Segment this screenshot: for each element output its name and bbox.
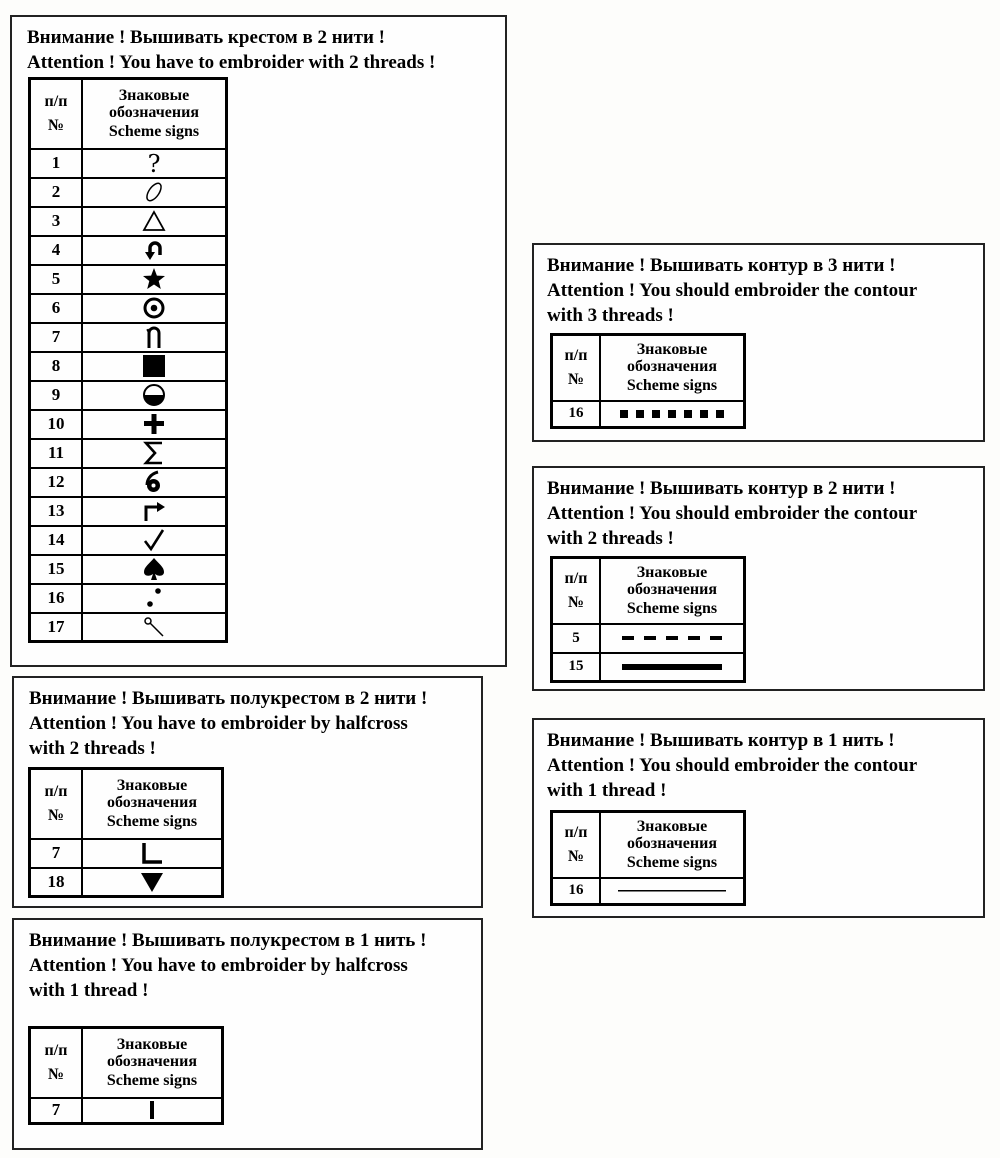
table-row xyxy=(30,178,227,207)
sign-header xyxy=(82,769,223,839)
legend-table xyxy=(550,810,746,906)
legend-table xyxy=(28,767,224,898)
header-pp: п/п xyxy=(564,346,588,364)
row-number: 6 xyxy=(30,294,83,323)
cross-2-threads-box xyxy=(10,15,507,667)
question-mark-icon xyxy=(82,149,227,178)
number-header xyxy=(552,335,601,401)
header-pp: п/п xyxy=(44,1041,68,1059)
title-en: Attention ! You have to embroider with 2 threads ! xyxy=(27,52,436,73)
header-ru2: обозначения xyxy=(106,794,197,812)
header-ru1: Знаковые xyxy=(116,777,188,795)
header-en: Scheme signs xyxy=(626,600,718,618)
header-en: Scheme signs xyxy=(626,854,718,872)
header-no: № xyxy=(567,370,585,388)
table-row xyxy=(30,497,227,526)
table-row xyxy=(30,323,227,352)
thin-line-icon xyxy=(600,878,745,905)
header-ru2: обозначения xyxy=(108,104,199,122)
sign-header xyxy=(82,1028,223,1098)
corner-arrow-icon xyxy=(82,497,227,526)
row-number: 15 xyxy=(30,555,83,584)
table-row xyxy=(30,868,223,897)
header-pp: п/п xyxy=(44,92,68,110)
sign-header xyxy=(600,335,745,401)
header-no: № xyxy=(47,806,65,824)
row-number: 9 xyxy=(30,381,83,410)
title-ru: Внимание ! Вышивать контур в 2 нити ! xyxy=(547,478,896,499)
row-number: 8 xyxy=(30,352,83,381)
star-icon xyxy=(82,265,227,294)
sign-header xyxy=(600,558,745,624)
box-title xyxy=(12,17,505,75)
table-row xyxy=(30,555,227,584)
title-ru: Внимание ! Вышивать полукрестом в 1 нить ! xyxy=(29,930,427,951)
header-no: № xyxy=(47,1065,65,1083)
table-header xyxy=(552,812,745,878)
number-header xyxy=(552,558,601,624)
legend-table xyxy=(28,77,228,643)
table-row xyxy=(30,352,227,381)
header-ru2: обозначения xyxy=(106,1053,197,1071)
header-en: Scheme signs xyxy=(106,1072,198,1090)
table-row xyxy=(30,468,227,497)
header-ru1: Знаковые xyxy=(636,564,708,582)
table-row xyxy=(552,878,745,905)
contour-1-thread-box xyxy=(532,718,985,918)
row-number: 4 xyxy=(30,236,83,265)
half-cross-corner-icon xyxy=(82,839,223,868)
triangle-outline-icon xyxy=(82,207,227,236)
check-icon xyxy=(82,526,227,555)
header-no: № xyxy=(567,593,585,611)
header-pp: п/п xyxy=(564,823,588,841)
table-header xyxy=(30,769,223,839)
title-en: Attention ! You have to embroider by halfcross xyxy=(29,713,408,734)
table-row xyxy=(552,624,745,653)
header-ru1: Знаковые xyxy=(636,341,708,359)
header-ru2: обозначения xyxy=(626,581,717,599)
table-row xyxy=(30,584,227,613)
halfcross-1-thread-box xyxy=(12,918,483,1150)
table-header xyxy=(30,79,227,149)
six-icon xyxy=(82,468,227,497)
row-number: 7 xyxy=(30,1098,83,1124)
row-number: 16 xyxy=(552,401,601,428)
number-header xyxy=(30,79,83,149)
row-number: 17 xyxy=(30,613,83,642)
filled-square-icon xyxy=(82,352,227,381)
header-ru2: обозначения xyxy=(626,835,717,853)
sigma-icon xyxy=(82,439,227,468)
sign-header xyxy=(82,79,227,149)
legend-table xyxy=(550,333,746,429)
table-row xyxy=(30,381,227,410)
title-en: Attention ! You should embroider the contour xyxy=(547,280,918,301)
title-en: Attention ! You should embroider the contour xyxy=(547,503,918,524)
header-en: Scheme signs xyxy=(106,813,198,831)
title-en-2: with 2 threads ! xyxy=(547,528,674,549)
header-ru1: Знаковые xyxy=(118,87,190,105)
table-row xyxy=(30,265,227,294)
table-header xyxy=(30,1028,223,1098)
contour-2-threads-box xyxy=(532,466,985,691)
pin-icon xyxy=(82,613,227,642)
table-row xyxy=(30,839,223,868)
title-en-2: with 1 thread ! xyxy=(547,780,667,801)
svg-text:?: ? xyxy=(147,151,161,175)
row-number: 12 xyxy=(30,468,83,497)
header-ru2: обозначения xyxy=(626,358,717,376)
row-number: 3 xyxy=(30,207,83,236)
box-title xyxy=(534,720,983,803)
table-header xyxy=(552,335,745,401)
dots-icon xyxy=(82,584,227,613)
table-row xyxy=(30,613,227,642)
contour-3-threads-box xyxy=(532,243,985,442)
row-number: 11 xyxy=(30,439,83,468)
halfcross-2-threads-box xyxy=(12,676,483,908)
legend-table xyxy=(28,1026,224,1125)
table-row xyxy=(30,236,227,265)
header-ru1: Знаковые xyxy=(116,1036,188,1054)
table-header xyxy=(552,558,745,624)
plus-icon xyxy=(82,410,227,439)
oval-icon xyxy=(82,178,227,207)
table-row xyxy=(30,439,227,468)
box-title xyxy=(14,920,481,1003)
header-no: № xyxy=(567,847,585,865)
header-ru1: Знаковые xyxy=(636,818,708,836)
title-en-2: with 1 thread ! xyxy=(29,980,149,1001)
row-number: 7 xyxy=(30,839,83,868)
row-number: 15 xyxy=(552,653,601,682)
box-title xyxy=(534,245,983,328)
title-ru: Внимание ! Вышивать крестом в 2 нити ! xyxy=(27,27,385,48)
header-pp: п/п xyxy=(44,782,68,800)
row-number: 7 xyxy=(30,323,83,352)
title-en: Attention ! You should embroider the contour xyxy=(547,755,918,776)
row-number: 5 xyxy=(552,624,601,653)
eta-icon xyxy=(82,323,227,352)
table-row xyxy=(30,149,227,178)
table-row xyxy=(552,401,745,428)
row-number: 16 xyxy=(30,584,83,613)
number-header xyxy=(30,1028,83,1098)
u-turn-arrow-icon xyxy=(82,236,227,265)
table-row xyxy=(30,207,227,236)
row-number: 16 xyxy=(552,878,601,905)
title-ru: Внимание ! Вышивать контур в 1 нить ! xyxy=(547,730,895,751)
half-circle-icon xyxy=(82,381,227,410)
table-row xyxy=(30,1098,223,1124)
title-ru: Внимание ! Вышивать полукрестом в 2 нити ! xyxy=(29,688,428,709)
row-number: 13 xyxy=(30,497,83,526)
title-ru: Внимание ! Вышивать контур в 3 нити ! xyxy=(547,255,896,276)
row-number: 1 xyxy=(30,149,83,178)
down-triangle-icon xyxy=(82,868,223,897)
row-number: 14 xyxy=(30,526,83,555)
thick-line-icon xyxy=(600,653,745,682)
number-header xyxy=(552,812,601,878)
header-no: № xyxy=(47,116,65,134)
table-row xyxy=(552,653,745,682)
row-number: 18 xyxy=(30,868,83,897)
title-en: Attention ! You have to embroider by halfcross xyxy=(29,955,408,976)
title-en-2: with 3 threads ! xyxy=(547,305,674,326)
table-row xyxy=(30,526,227,555)
header-en: Scheme signs xyxy=(108,123,200,141)
number-header xyxy=(30,769,83,839)
table-row xyxy=(30,410,227,439)
row-number: 10 xyxy=(30,410,83,439)
table-row xyxy=(30,294,227,323)
header-en: Scheme signs xyxy=(626,377,718,395)
row-number: 2 xyxy=(30,178,83,207)
header-pp: п/п xyxy=(564,569,588,587)
sign-header xyxy=(600,812,745,878)
dashed-line-icon xyxy=(600,624,745,653)
vertical-bar-icon xyxy=(82,1098,223,1124)
legend-table xyxy=(550,556,746,683)
title-en-2: with 2 threads ! xyxy=(29,738,156,759)
spade-icon xyxy=(82,555,227,584)
row-number: 5 xyxy=(30,265,83,294)
box-title xyxy=(534,468,983,551)
box-title xyxy=(14,678,481,761)
target-circle-icon xyxy=(82,294,227,323)
dotted-line-icon xyxy=(600,401,745,428)
